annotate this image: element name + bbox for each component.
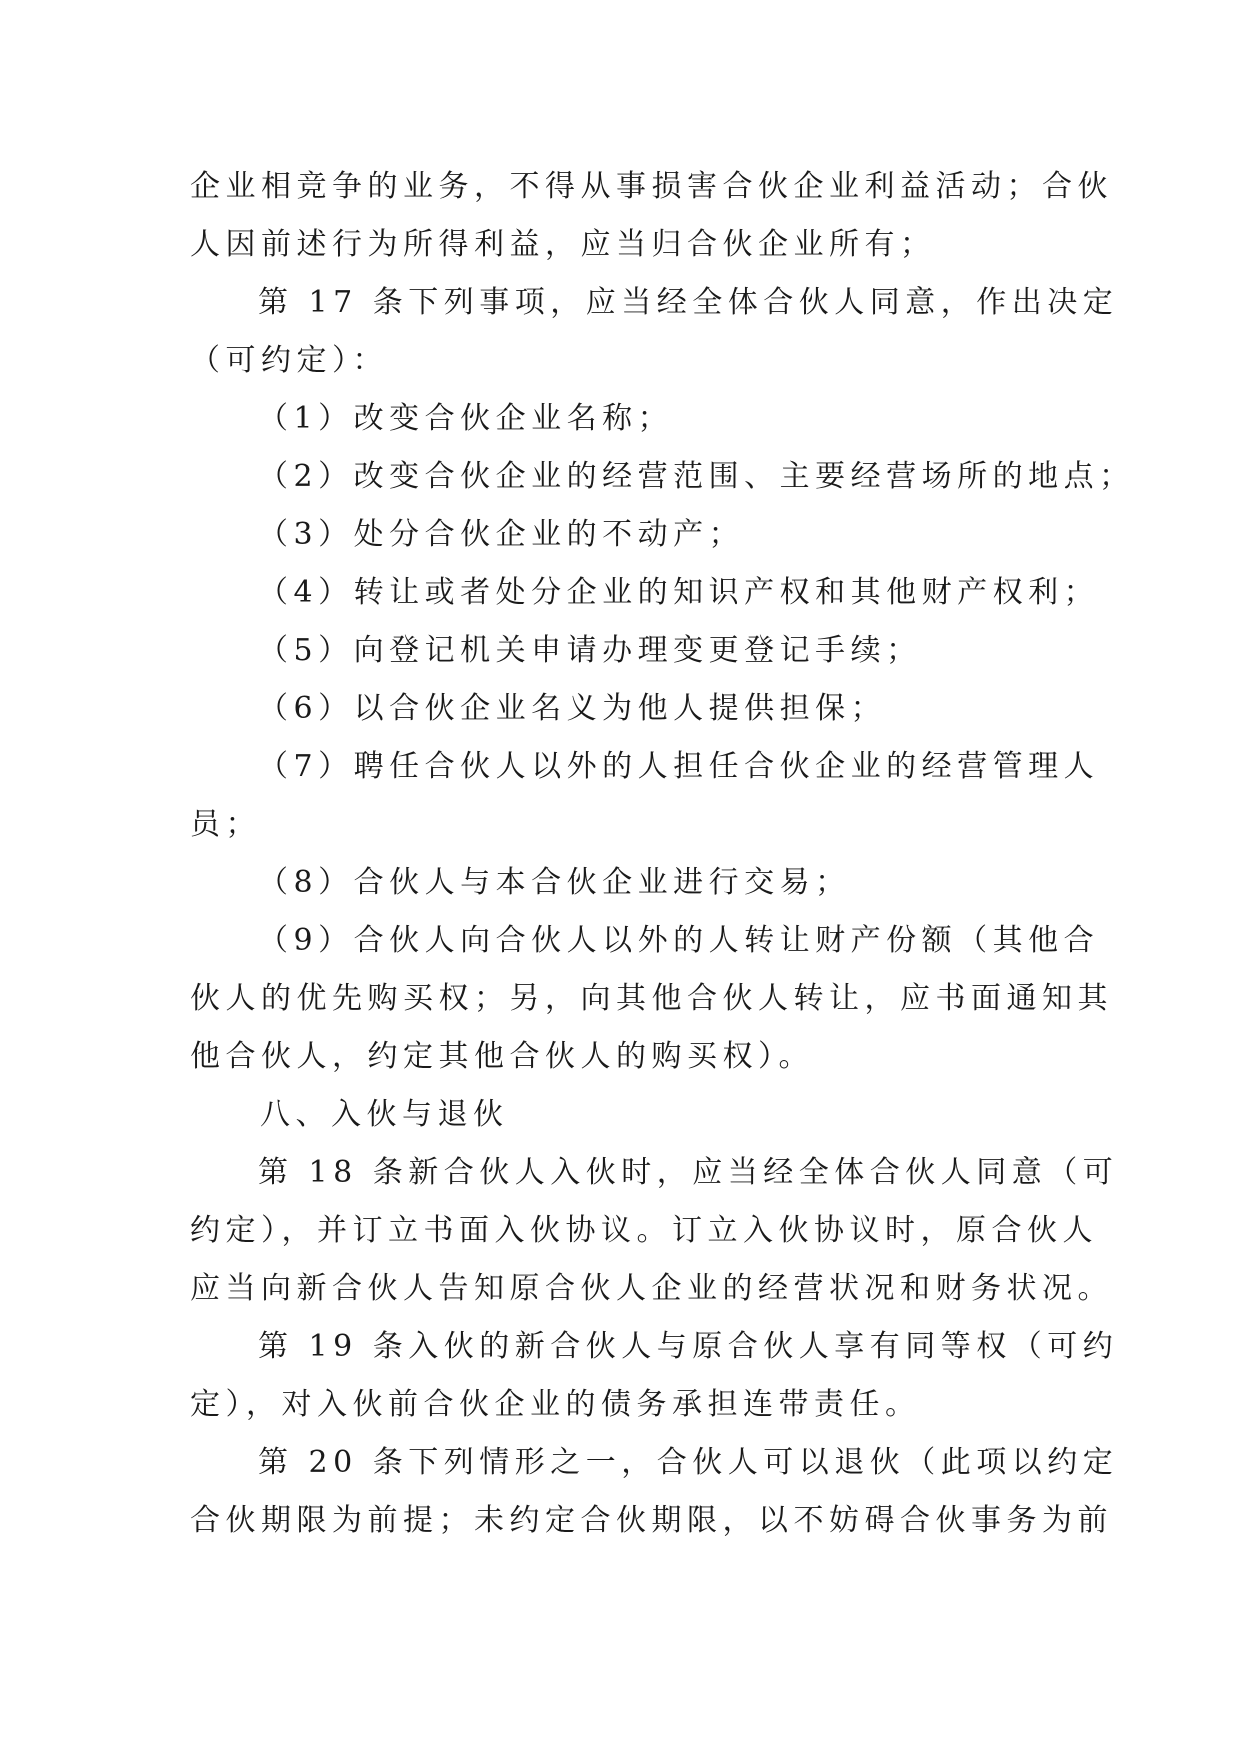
text-line: 第 20 条下列情形之一，合伙人可以退伙（此项以约定 [258, 1445, 1119, 1480]
text-line: 合伙期限为前提；未约定合伙期限，以不妨碍合伙事务为前 [190, 1503, 1113, 1538]
list-item: （9）合伙人向合伙人以外的人转让财产份额（其他合 [258, 923, 1100, 958]
text-line: 他合伙人，约定其他合伙人的购买权）。 [190, 1039, 814, 1074]
list-item: （6）以合伙企业名义为他人提供担保； [258, 691, 887, 726]
text-line: 应当向新合伙人告知原合伙人企业的经营状况和财务状况。 [190, 1271, 1113, 1306]
list-item: （2）改变合伙企业的经营范围、主要经营场所的地点； [258, 459, 1135, 494]
list-item: （7）聘任合伙人以外的人担任合伙企业的经营管理人 [258, 749, 1100, 784]
list-item: （8）合伙人与本合伙企业进行交易； [258, 865, 851, 900]
text-line: 约定），并订立书面入伙协议。订立入伙协议时，原合伙人 [190, 1213, 1098, 1248]
list-item: （5）向登记机关申请办理变更登记手续； [258, 633, 922, 668]
text-line: 员； [190, 807, 261, 842]
document-body [190, 158, 1135, 1550]
text-line: 定），对入伙前合伙企业的债务承担连带责任。 [190, 1387, 921, 1422]
text-line: （可约定）： [190, 343, 388, 378]
list-item: （4）转让或者处分企业的知识产权和其他财产权利； [258, 575, 1100, 610]
section-heading: 八、入伙与退伙 [260, 1097, 509, 1132]
text-line: 伙人的优先购买权；另，向其他合伙人转让，应书面通知其 [190, 981, 1113, 1016]
text-line: 第 17 条下列事项，应当经全体合伙人同意，作出决定 [258, 285, 1119, 320]
text-line: 第 19 条入伙的新合伙人与原合伙人享有同等权（可约 [258, 1329, 1119, 1364]
text-line: 企业相竞争的业务，不得从事损害合伙企业利益活动；合伙 [190, 169, 1113, 204]
text-line: 人因前述行为所得利益，应当归合伙企业所有； [190, 227, 936, 262]
list-item: （1）改变合伙企业名称； [258, 401, 674, 436]
list-item: （3）处分合伙企业的不动产； [258, 517, 745, 552]
text-line: 第 18 条新合伙人入伙时，应当经全体合伙人同意（可 [258, 1155, 1119, 1190]
